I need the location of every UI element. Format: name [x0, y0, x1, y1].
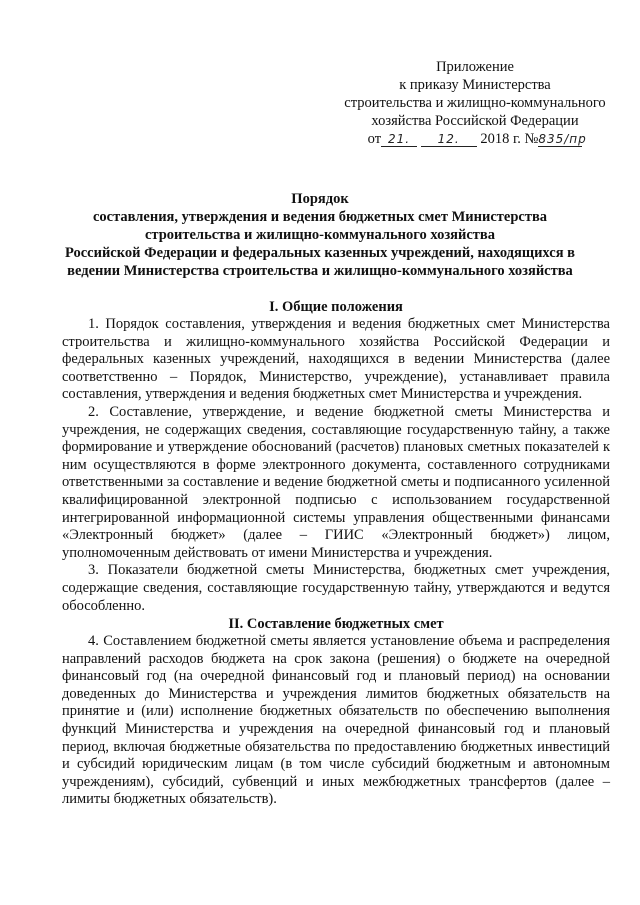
order-date-line: [330, 130, 620, 148]
appendix-order-ref: к приказу Министерства: [399, 77, 551, 93]
paragraph-3: 3. Показатели бюджетной сметы Министерства, бюджетных смет учреждения, содержащие сведения, составляющие государственную тайну, утверждаются и ведутся обособленно.: [62, 562, 610, 614]
paragraph-1: 1. Порядок составления, утверждения и ведения бюджетных смет Министерства строительства и жилищно-коммунального хозяйства Российской Федерации и федеральных казенных учреждений, находящихся в ведении Министерства (далее соответственно – Порядок, Министерство, учреждение), устанавливает правила составления, утверждения и ведения бюджетных смет Министерства и учреждения.: [62, 316, 610, 403]
appendix-label: Приложение: [436, 59, 514, 75]
handwritten-order-number: 835/пр: [538, 132, 587, 146]
title-line-1: Порядок: [291, 191, 349, 207]
date-prefix: от: [367, 131, 382, 147]
appendix-header: [330, 58, 620, 148]
section-2-heading: II. Составление бюджетных смет: [228, 616, 444, 633]
paragraph-2: 2. Составление, утверждение, и ведение бюджетной сметы Министерства и учреждения, не содержащих сведения, составляющие государственную тайну, а также формирование и утверждение обоснований (расчетов) плановых сметных показателей к ним осуществляются в форме электронного документа, составленного сотрудниками ответственными за составление и ведение бюджетной сметы и подписанного усиленной квалифицированной электронной подписью с использованием государственной интегрированной информационной системы управления общественными финансами «Электронный бюджет» (далее – ГИИС «Электронный бюджет») лицом, уполномоченным действовать от имени Министерства и учреждения.: [62, 403, 610, 561]
handwritten-month: 12.: [421, 132, 477, 147]
handwritten-day: 21.: [381, 132, 417, 147]
document-body: [62, 298, 610, 809]
appendix-ministry-line: строительства и жилищно-коммунального: [344, 95, 606, 111]
section-1-heading: I. Общие положения: [269, 299, 403, 315]
title-line-2: составления, утверждения и ведения бюджетных смет Министерства: [92, 209, 548, 225]
appendix-federation-line: хозяйства Российской Федерации: [371, 113, 579, 129]
title-line-5: ведении Министерства строительства и жилищно-коммунального хозяйства: [67, 263, 573, 279]
document-title: [30, 190, 610, 280]
title-line-3: строительства и жилищно-коммунального хозяйства: [144, 227, 496, 243]
title-line-4: Российской Федерации и федеральных казенных учреждений, находящихся в: [64, 245, 575, 261]
paragraph-4: 4. Составлением бюджетной сметы является установление объема и распределения направлений расходов бюджета на срок закона (решения) о бюджете на очередной финансовый год (на очередной финансовый год и плановый период) на основании доведенных до Министерства и учреждения лимитов бюджетных обязательств на принятие и (или) исполнение бюджетных обязательств по обеспечению выполнения функций Министерства и учреждения на очередной финансовый год и плановый период, включая бюджетные обязательства по предоставлению бюджетных инвестиций и субсидий юридическим лицам (в том числе субсидий бюджетным и автономным учреждениям), субсидий, субвенций и иных межбюджетных трансфертов (далее – лимиты бюджетных обязательств).: [62, 633, 610, 808]
date-year: 2018 г. №: [480, 131, 539, 147]
